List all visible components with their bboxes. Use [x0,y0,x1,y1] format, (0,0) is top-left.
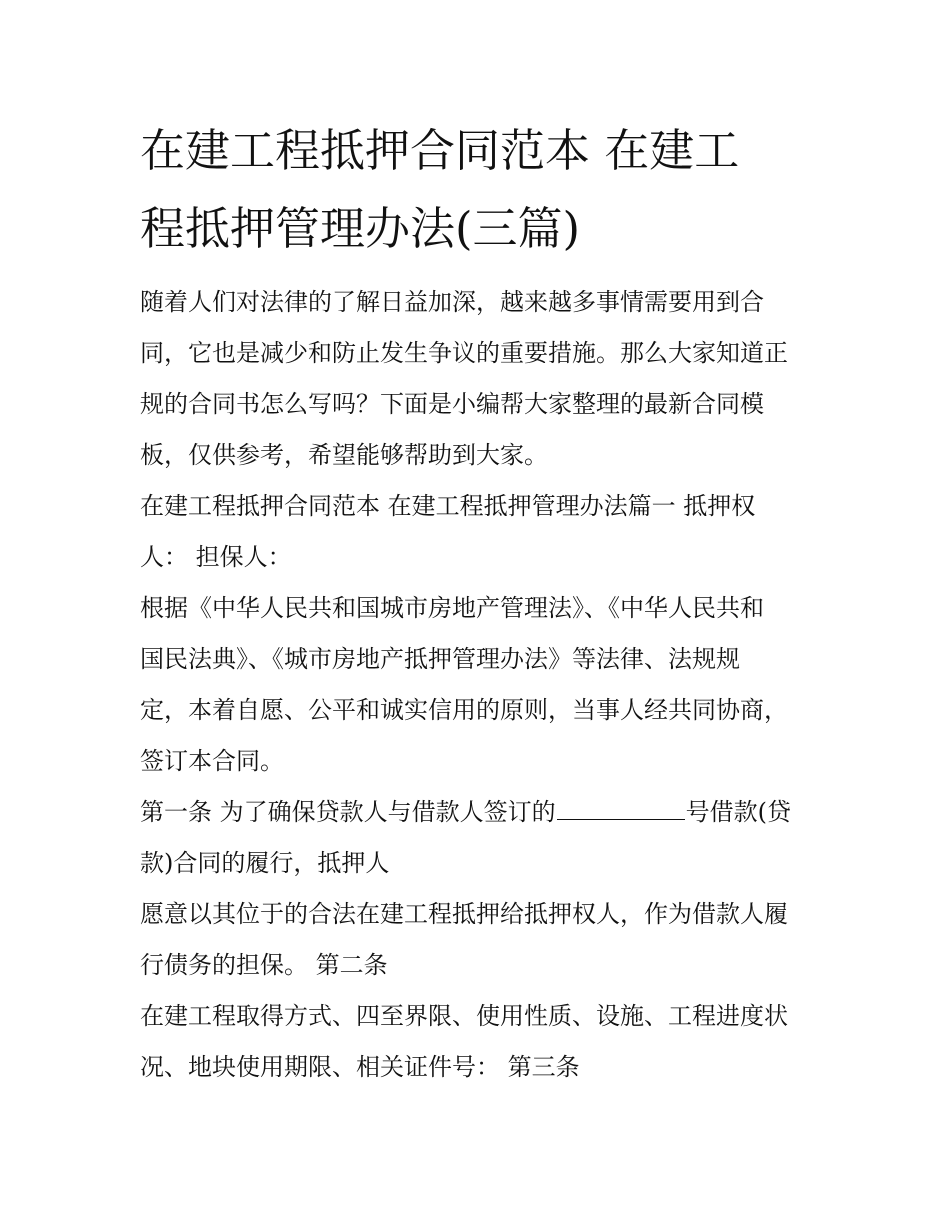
title-line: 程抵押管理办法(三篇) [140,202,581,255]
article-1-text: 第一条 为了确保贷款人与借款人签订的 [140,798,556,826]
body-line: 愿意以其位于的合法在建工程抵押给抵押权人，作为借款人履 [140,900,788,928]
body-line: 国民法典》、《城市房地产抵押管理办法》等法律、法规规 [140,645,740,673]
body-line: 况、地块使用期限、相关证件号： 第三条 [140,1053,580,1081]
title-line: 在建工程抵押合同范本 在建工 [140,124,740,177]
article-1-line [140,787,820,838]
document-body [140,277,820,1093]
body-line: 随着人们对法律的了解日益加深，越来越多事情需要用到合 [140,288,764,316]
body-line: 在建工程抵押合同范本 在建工程抵押管理办法篇一 抵押权 [140,492,756,520]
body-line: 人： 担保人： [140,543,292,571]
body-line: 行债务的担保。 第二条 [140,951,388,979]
body-line: 款)合同的履行，抵押人 [140,849,390,877]
body-line: 同，它也是减少和防止发生争议的重要措施。那么大家知道正 [140,339,788,367]
body-line: 定，本着自愿、公平和诚实信用的原则，当事人经共同协商， [140,696,788,724]
body-line: 根据《中华人民共和国城市房地产管理法》、《中华人民共和 [140,594,764,622]
article-1-text-end: 号借款(贷 [685,798,792,826]
fill-in-blank [557,797,685,820]
body-line: 板，仅供参考，希望能够帮助到大家。 [140,441,548,469]
body-line: 在建工程取得方式、四至界限、使用性质、设施、工程进度状 [140,1002,788,1030]
document-title [140,112,820,268]
body-line: 规的合同书怎么写吗？下面是小编帮大家整理的最新合同模 [140,390,764,418]
body-line: 签订本合同。 [140,747,284,775]
